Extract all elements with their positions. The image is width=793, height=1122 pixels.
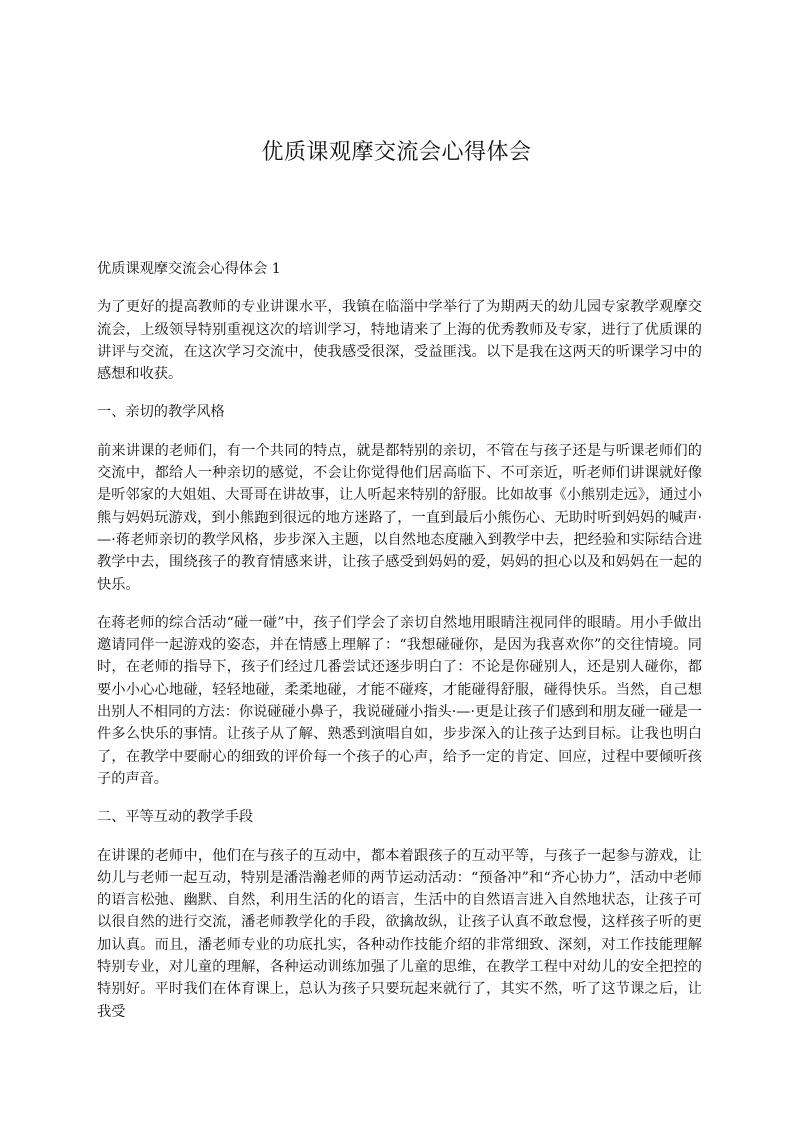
heading-section-2: 二、平等互动的教学手段 bbox=[97, 809, 254, 826]
heading-section-1: 一、亲切的教学风格 bbox=[97, 404, 225, 421]
section-subtitle: 优质课观摩交流会心得体会 1 bbox=[97, 261, 281, 277]
document-body bbox=[97, 258, 702, 1023]
document-title: 优质课观摩交流会心得体会 bbox=[261, 140, 532, 165]
paragraph-section-1-a: 前来讲课的老师们，有一个共同的特点，就是都特别的亲切，不管在与孩子还是与听课老师们的交流中，都给人一种亲切的感觉，不会让你觉得他们居高临下、不可亲近，听老师们讲课就好像是听邻家的大姐姐、大哥哥在讲故事，让人听起来特别的舒服。比如故事《小熊别走远》，通过小熊与妈妈玩游戏，到小熊跑到很远的地方迷路了，一直到最后小熊伤心、无助时听到妈妈的喊声·—·蒋老师亲切的教学风格，步步深入主题，以自然地态度融入到教学中去，把经验和实际结合进教学中去，围绕孩子的教育情感来讲，让孩子感受到妈妈的爱，妈妈的担心以及和妈妈在一起的快乐。 bbox=[97, 442, 702, 593]
paragraph-intro: 为了更好的提高教师的专业讲课水平，我镇在临淄中学举行了为期两天的幼儿园专家教学观摩交流会，上级领导特别重视这次的培训学习，特地请来了上海的优秀教师及专家，进行了优质课的讲评与交流，在这次学习交流中，使我感受很深，受益匪浅。以下是我在这两天的听课学习中的感想和收获。 bbox=[97, 299, 702, 383]
paragraph-section-2-a: 在讲课的老师中，他们在与孩子的互动中，都本着跟孩子的互动平等，与孩子一起参与游戏，让幼儿与老师一起互动，特别是潘浩瀚老师的两节运动活动：“预备冲”和“齐心协力”，活动中老师的语言松弛、幽默、自然，利用生活的化的语言，生活中的自然语言进入自然地状态，让孩子可以很自然的进行交流，潘老师教学化的手段，欲擒故纵，让孩子认真不敢怠慢，这样孩子听的更加认真。而且，潘老师专业的功底扎实，各种动作技能介绍的非常细致、深刻，对工作技能理解特别专业，对儿童的理解，各种运动训练加强了儿童的思维，在教学工程中对幼儿的安全把控的特别好。平时我们在体育课上，总认为孩子只要玩起来就行了，其实不然，听了这节课之后，让我受 bbox=[97, 847, 702, 1020]
paragraph-section-1-b: 在蒋老师的综合活动“碰一碰”中，孩子们学会了亲切自然地用眼睛注视同伴的眼睛。用小手做出邀请同伴一起游戏的姿态，并在情感上理解了：“我想碰碰你，是因为我喜欢你”的交往情境。同时，在老师的指导下，孩子们经过几番尝试还逐步明白了：不论是你碰别人，还是别人碰你，都要小小心心地碰，轻轻地碰，柔柔地碰，才能不碰疼，才能碰得舒服，碰得快乐。当然，自己想出别人不相同的方法：你说碰碰小鼻子，我说碰碰小指头·—·更是让孩子们感到和朋友碰一碰是一件多么快乐的事情。让孩子从了解、熟悉到演唱自如，步步深入的让孩子达到目标。让我也明白了，在教学中要耐心的细致的评价每一个孩子的心声，给予一定的肯定、回应，过程中要倾听孩子的声音。 bbox=[97, 614, 702, 787]
